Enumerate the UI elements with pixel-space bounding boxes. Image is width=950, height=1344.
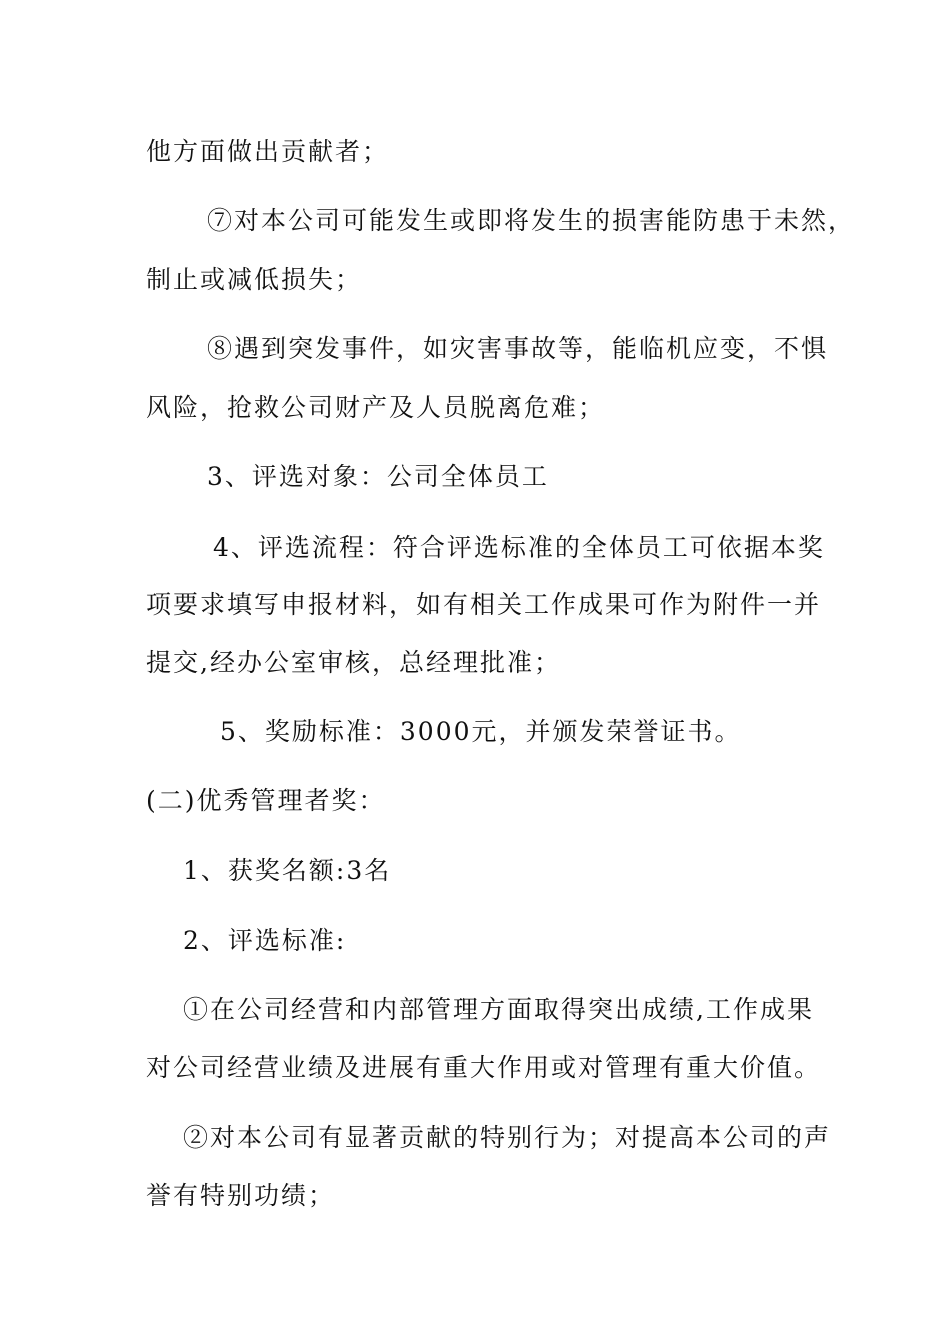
paragraph-line: ①在公司经营和内部管理方面取得突出成绩,工作成果 — [183, 995, 814, 1024]
paragraph-line: 誉有特别功绩； — [146, 1181, 336, 1210]
paragraph-line: 风险，抢救公司财产及人员脱离危难； — [146, 393, 606, 422]
paragraph-line: 5、奖励标准：3000元，并颁发荣誉证书。 — [220, 717, 742, 746]
paragraph-line: 制止或减低损失； — [146, 265, 363, 294]
paragraph-line: 1、获奖名额:3名 — [183, 856, 392, 885]
paragraph-line: ②对本公司有显著贡献的特别行为；对提高本公司的声 — [183, 1123, 832, 1152]
paragraph-line: 4、评选流程：符合评选标准的全体员工可依据本奖 — [213, 533, 825, 562]
section-heading: (二)优秀管理者奖： — [146, 786, 386, 815]
paragraph-line: 对公司经营业绩及进展有重大作用或对管理有重大价值。 — [146, 1053, 822, 1082]
paragraph-line: 提交,经办公室审核，总经理批准； — [146, 648, 561, 677]
paragraph-line: 3、评选对象：公司全体员工 — [207, 462, 549, 491]
paragraph-line: ⑦对本公司可能发生或即将发生的损害能防患于未然， — [207, 206, 856, 235]
paragraph-line: 他方面做出贡献者； — [146, 137, 390, 166]
paragraph-line: ⑧遇到突发事件，如灾害事故等，能临机应变，不惧 — [207, 334, 829, 363]
paragraph-line: 项要求填写申报材料，如有相关工作成果可作为附件一并 — [146, 590, 822, 619]
paragraph-line: 2、评选标准: — [183, 926, 347, 955]
